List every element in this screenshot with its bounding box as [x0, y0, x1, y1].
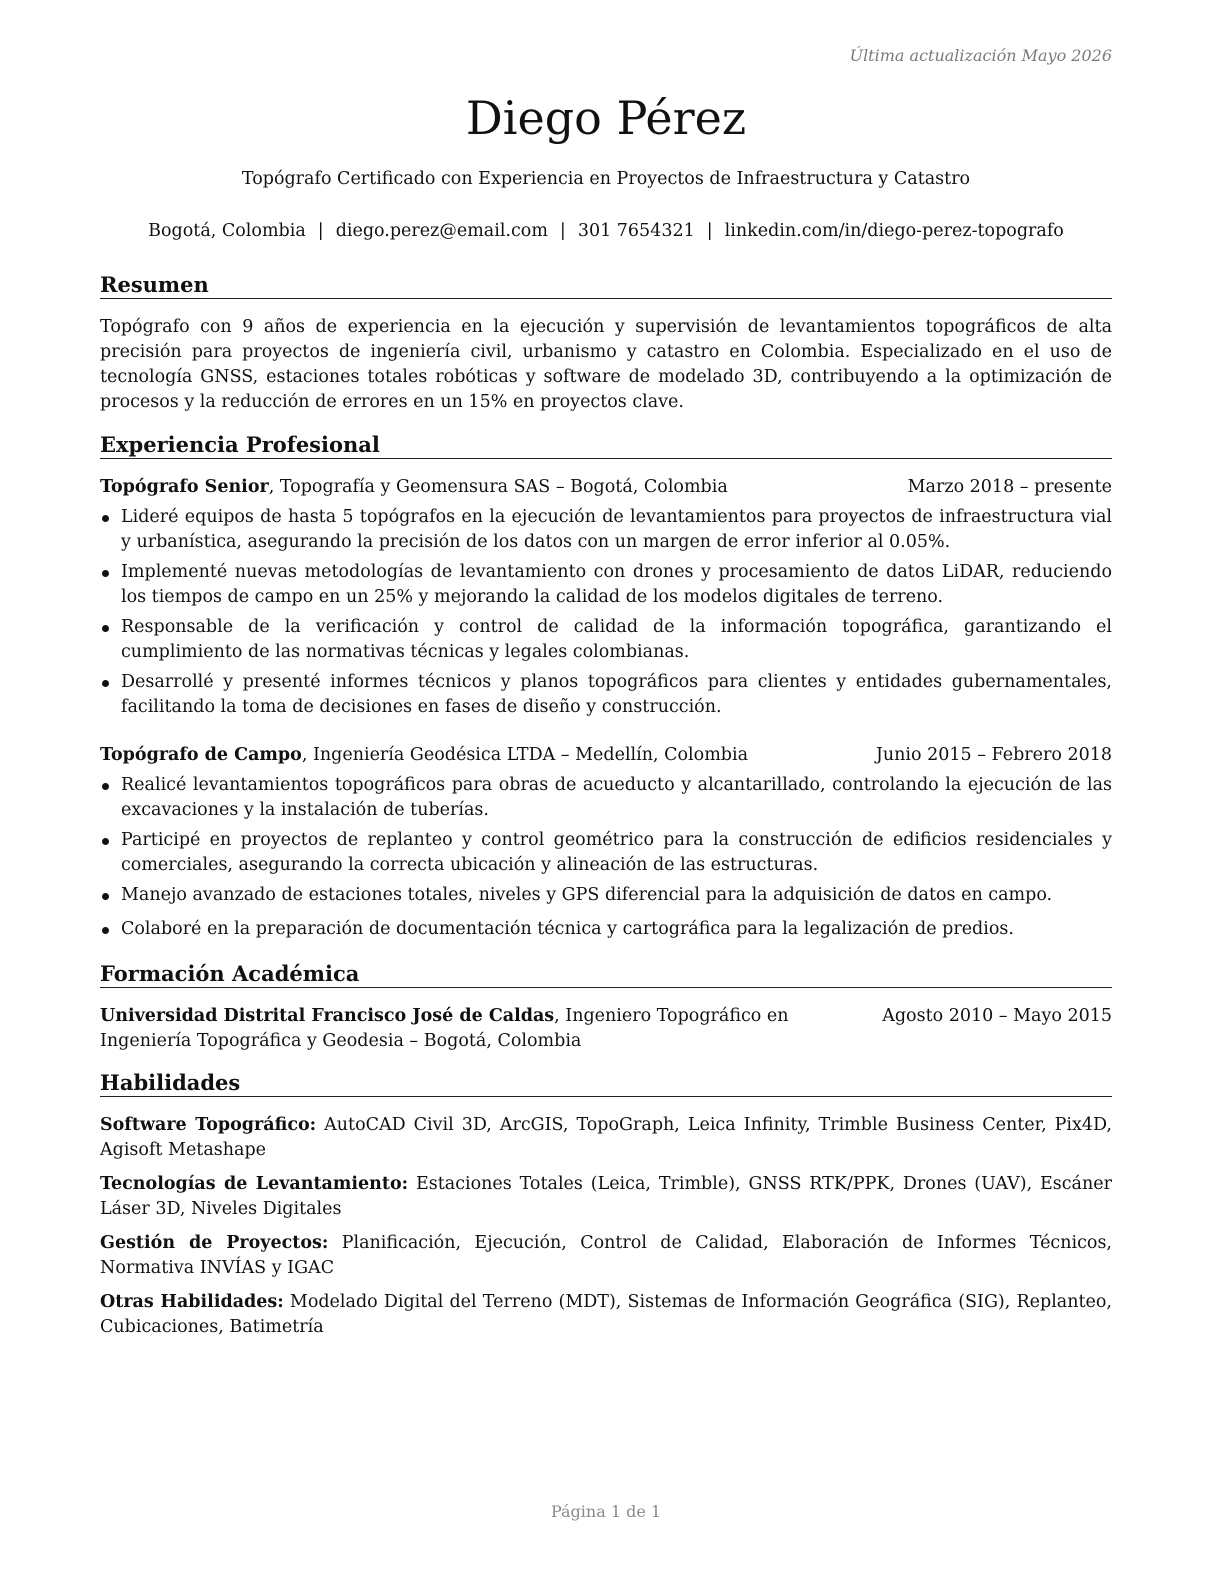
- skill-row: [100, 1113, 1112, 1163]
- bullet-dot-icon: [102, 927, 109, 934]
- bullet-dot-icon: [102, 893, 109, 900]
- skill-row: [100, 1172, 1112, 1222]
- page-number: Página 1 de 1: [550, 1502, 662, 1521]
- last-updated: Última actualización Mayo 2026: [849, 46, 1112, 65]
- summary-text: Topógrafo con 9 años de experiencia en la ejecución y supervisión de levantamientos topográficos de alta precisión para proyectos de ingeniería civil, urbanismo y catastro en Colombia. Especializado en el uso de tecnología GNSS, estaciones totales robóticas y software de modelado 3D, contribuyendo a la optimización de procesos y la reducción de errores en un 15% en proyectos clave.: [100, 317, 1112, 412]
- job-header: [100, 743, 1112, 768]
- education-entry: [100, 1004, 1112, 1054]
- job-header: [100, 475, 1112, 500]
- skill-label: Otras Habilidades:: [100, 1292, 284, 1312]
- job-dates: Junio 2015 – Febrero 2018: [875, 745, 1112, 765]
- job-bullets: [100, 505, 1112, 725]
- list-item: Lideré equipos de hasta 5 topógrafos en la ejecución de levantamientos para proyectos de infraestructura vial y urbanística, asegurando la precisión de los datos con un margen de error inferior al 0.05%.: [100, 505, 1112, 555]
- contact-separator: |: [706, 221, 713, 241]
- education-dates: Agosto 2010 – Mayo 2015: [882, 1006, 1112, 1026]
- list-item: Desarrollé y presenté informes técnicos y planos topográficos para clientes y entidades gubernamentales, facilitando la toma de decisiones en fases de diseño y construcción.: [100, 670, 1112, 720]
- list-item: Colaboré en la preparación de documentación técnica y cartográfica para la legalización de predios.: [100, 917, 1112, 942]
- job-bullets: [100, 773, 1112, 947]
- skill-label: Tecnologías de Levantamiento:: [100, 1174, 409, 1194]
- contact-phone: 301 7654321: [577, 221, 695, 241]
- candidate-name: Diego Pérez: [465, 91, 747, 145]
- list-item: Manejo avanzado de estaciones totales, niveles y GPS diferencial para la adquisición de datos en campo.: [100, 883, 1112, 908]
- contact-separator: |: [559, 221, 566, 241]
- job-dates: Marzo 2018 – presente: [907, 477, 1112, 497]
- bullet-dot-icon: [102, 625, 109, 632]
- bullet-dot-icon: [102, 570, 109, 577]
- section-title-education: Formación Académica: [100, 961, 1112, 988]
- resume-page: [100, 0, 1112, 1584]
- contact-location: Bogotá, Colombia: [148, 221, 306, 241]
- section-title-experience: Experiencia Profesional: [100, 432, 1112, 459]
- list-item: Participé en proyectos de replanteo y control geométrico para la construcción de edificios residenciales y comerciales, asegurando la correcta ubicación y alineación de las estructuras.: [100, 828, 1112, 878]
- job-company: , Ingeniería Geodésica LTDA – Medellín, Colombia: [301, 745, 749, 765]
- contact-email[interactable]: diego.perez@email.com: [335, 221, 548, 241]
- skill-value: Modelado Digital del Terreno (MDT), Sistemas de Información Geográfica (SIG), Replanteo, Cubicaciones, Batimetría: [100, 1292, 1112, 1337]
- skill-row: [100, 1231, 1112, 1281]
- contact-linkedin[interactable]: linkedin.com/in/diego-perez-topografo: [724, 221, 1064, 241]
- bullet-dot-icon: [102, 515, 109, 522]
- skill-label: Software Topográfico:: [100, 1115, 317, 1135]
- bullet-dot-icon: [102, 838, 109, 845]
- skill-value: Estaciones Totales (Leica, Trimble), GNSS RTK/PPK, Drones (UAV), Escáner Láser 3D, Niveles Digitales: [100, 1174, 1112, 1219]
- contact-line: [100, 221, 1112, 241]
- education-degree: , Ingeniero Topográfico en Ingeniería Topográfica y Geodesia – Bogotá, Colombia: [100, 1006, 789, 1051]
- tagline: Topógrafo Certificado con Experiencia en Proyectos de Infraestructura y Catastro: [241, 169, 971, 189]
- list-item: Realicé levantamientos topográficos para obras de acueducto y alcantarillado, controlando la ejecución de las excavaciones y la instalación de tuberías.: [100, 773, 1112, 823]
- section-title-skills: Habilidades: [100, 1070, 1112, 1097]
- bullet-dot-icon: [102, 680, 109, 687]
- education-school: Universidad Distrital Francisco José de Caldas: [100, 1006, 555, 1026]
- skill-row: [100, 1290, 1112, 1340]
- job-title: Topógrafo Senior: [100, 477, 269, 497]
- list-item: Implementé nuevas metodologías de levantamiento con drones y procesamiento de datos LiDAR, reduciendo los tiempos de campo en un 25% y mejorando la calidad de los modelos digitales de terreno.: [100, 560, 1112, 610]
- job-title: Topógrafo de Campo: [100, 745, 302, 765]
- skill-label: Gestión de Proyectos:: [100, 1233, 329, 1253]
- job-company: , Topografía y Geomensura SAS – Bogotá, Colombia: [268, 477, 728, 497]
- list-item: Responsable de la verificación y control de calidad de la información topográfica, garantizando el cumplimiento de las normativas técnicas y legales colombianas.: [100, 615, 1112, 665]
- section-title-summary: Resumen: [100, 272, 1112, 299]
- contact-separator: |: [317, 221, 324, 241]
- skill-value: AutoCAD Civil 3D, ArcGIS, TopoGraph, Leica Infinity, Trimble Business Center, Pix4D, Agisoft Metashape: [100, 1115, 1112, 1160]
- skill-value: Planificación, Ejecución, Control de Calidad, Elaboración de Informes Técnicos, Normativa INVÍAS y IGAC: [100, 1233, 1112, 1278]
- bullet-dot-icon: [102, 783, 109, 790]
